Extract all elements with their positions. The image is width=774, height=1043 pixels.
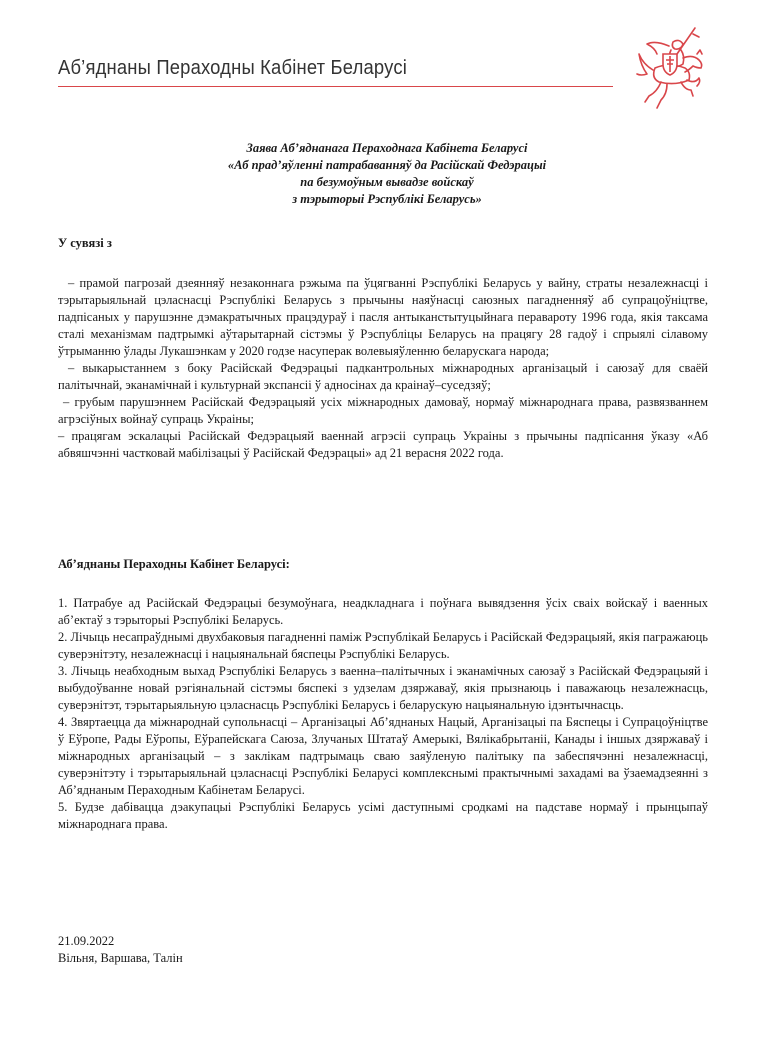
- preamble-item: – прамой пагрозай дзеянняў незаконнага рэжыма па ўцягванні Рэспублікі Беларусь у вайну, страты незалежнасці і тэрытарыяльнай цэласнасці Рэспублікі Беларусь з прычыны наяўнасці саюзных пагадненняў аб супрацоўніцтве, падпісаных у парушэнне дэмакратычных працэдураў і пасля антыканстытуцыйнага перавароту 1996 года, якія таксама сталі механізмам падтрымкі аўтарытарнай сістэмы ў Рэспубліцы Беларусь на працягу 28 гадоў і спрыялі сілавому ўтрыманню ўлады Лукашэнкам у 2020 годзе насуперак волевыяўленню беларускага народа;: [58, 276, 708, 358]
- preamble-item: – грубым парушэннем Расійскай Федэрацыяй усіх міжнародных дамоваў, нормаў міжнароднага права, развязваннем агрэсіўных войнаў супраць Украіны;: [58, 395, 708, 426]
- resolution-item: 3. Лічыць неабходным выхад Рэспублікі Беларусь з ваенна–палітычных і эканамічных саюзаў з Расійскай Федэрацыяй і выбудоўванне новай рэгіянальнай сістэмы бяспекі з удзелам дзяржаваў, якія прызнаюць і паважаюць незалежнасць, суверэнітэт, тэрытарыяльную цэласнасць Рэспублікі Беларусь і беларускую нацыянальную ідэнтычнасць.: [58, 664, 708, 712]
- resolution-list: [58, 595, 708, 833]
- resolution-heading: Аб’яднаны Пераходны Кабінет Беларусі:: [58, 557, 290, 571]
- title-line: «Аб прад’яўленні патрабаванняў да Расійскай Федэрацыі: [227, 158, 547, 172]
- document-cities: Вільня, Варшава, Талін: [58, 951, 183, 965]
- organization-name: Аб’яднаны Пераходны Кабінет Беларусі: [58, 57, 407, 79]
- document-date: 21.09.2022: [58, 934, 115, 948]
- header-divider: [58, 86, 613, 87]
- title-line: Заява Аб’яднанага Пераходнага Кабінета Беларусі: [246, 141, 528, 155]
- preamble-item: – працягам эскалацыі Расійскай Федэрацыяй ваеннай агрэсіі супраць Украіны з прычыны падпісання ўказу «Аб абвяшчэнні частковай мабілізацыі ў Расійскай Федэрацыі» ад 21 верасня 2022 года.: [58, 429, 708, 460]
- title-line: з тэрыторыі Рэспублікі Беларусь»: [292, 192, 482, 206]
- preamble-heading: У сувязі з: [58, 236, 112, 250]
- statement-title: [100, 140, 674, 208]
- pahonia-knight-emblem-icon: [633, 24, 719, 114]
- title-line: па безумоўным вывадзе войскаў: [300, 175, 474, 189]
- preamble-list: [58, 275, 708, 462]
- preamble-item: – выкарыстаннем з боку Расійскай Федэрацыі падкантрольных міжнародных арганізацый і саюзаў для сваёй палітычнай, эканамічнай і культурнай экспансіі ў адносінах да краінаў–суседзяў;: [58, 361, 708, 392]
- resolution-item: 5. Будзе дабівацца дэакупацыі Рэспублікі Беларусь усімі даступнымі сродкамі на падставе нормаў і прынцыпаў міжнароднага права.: [58, 800, 708, 831]
- resolution-item: 4. Звяртаецца да міжнароднай супольнасці – Арганізацыі Аб’яднаных Нацый, Арганізацыі па Бяспецы і Супрацоўніцтве ў Еўропе, Рады Еўропы, Еўрапейскага Саюза, Злучаных Штатаў Амерыкі, Вялікабрытаніі, Канады і іншых дзяржаваў і міжнародных арганізацый – з заклікам падтрымаць сваю заяўленую палітыку па забеспячэнні незалежнасці, суверэнітэту і тэрытарыяльнай цэласнасці Рэспублікі Беларусі комплекснымі практычнымі захадамі ва ўзаемадзеянні з Аб’яднаным Пераходным Кабінетам Беларусі.: [58, 715, 708, 797]
- resolution-item: 1. Патрабуе ад Расійскай Федэрацыі безумоўнага, неадкладнага і поўнага вывядзення ўсіх сваіх войскаў і ваенных аб’ектаў з тэрыторыі Рэспублікі Беларусь.: [58, 596, 708, 627]
- resolution-item: 2. Лічыць несапраўднымі двухбаковыя пагадненні паміж Рэспублікай Беларусь і Расійскай Федэрацыяй, якія пагражаюць суверэнітэту, незалежнасці і нацыянальнай бяспецы Рэспублікі Беларусь.: [58, 630, 708, 661]
